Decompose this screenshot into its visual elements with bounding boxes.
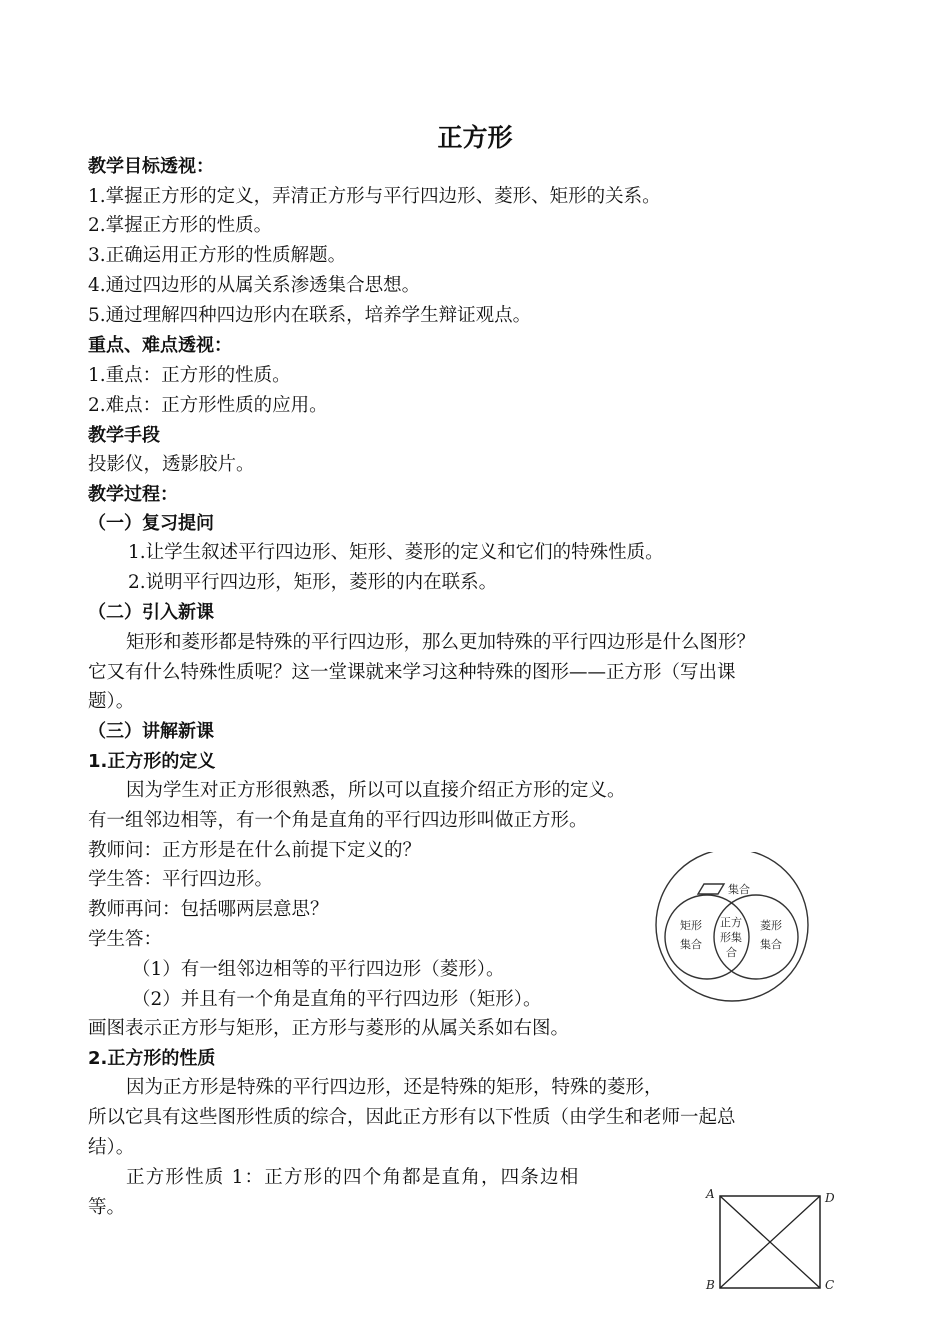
figure-note: 画图表示正方形与矩形，正方形与菱形的从属关系如右图。 [88, 1018, 570, 1039]
process-heading: 教学过程： [88, 484, 178, 505]
definition-heading: 1.正方形的定义 [88, 751, 216, 772]
objective-item: 5.通过理解四种四边形内在联系，培养学生辩证观点。 [88, 305, 532, 326]
rectangle-label: 矩形 [680, 919, 702, 932]
vertex-a-label: A [706, 1187, 715, 1201]
square-set-label: 形集 [720, 931, 742, 944]
intro-line: 题）。 [88, 691, 135, 712]
vertex-d-label: D [825, 1191, 835, 1205]
parallelogram-icon [698, 884, 724, 894]
dialogue-line: 教师问：正方形是在什么前提下定义的？ [88, 840, 422, 861]
objective-item: 3.正确运用正方形的性质解题。 [88, 245, 347, 266]
square-set-label: 正方 [720, 916, 742, 929]
square-abcd-figure [700, 1183, 850, 1299]
section2-heading: （二）引入新课 [88, 602, 214, 623]
key-point-item: 1.重点：正方形的性质。 [88, 365, 291, 386]
key-point-item: 2.难点：正方形性质的应用。 [88, 395, 328, 416]
section1-heading: （一）复习提问 [88, 513, 214, 534]
key-points-heading: 重点、难点透视： [88, 335, 232, 356]
vertex-b-label: B [706, 1278, 715, 1292]
vertex-c-label: C [825, 1278, 835, 1292]
objective-item: 4.通过四边形的从属关系渗透集合思想。 [88, 275, 421, 296]
dialogue-line: 教师再问：包括哪两层意思？ [88, 899, 329, 920]
review-question: 2.说明平行四边形，矩形，菱形的内在联系。 [128, 572, 498, 593]
dialogue-line: 学生答： [88, 929, 163, 950]
objective-item: 2.掌握正方形的性质。 [88, 215, 273, 236]
rhombus-label: 集合 [760, 938, 782, 951]
means-heading: 教学手段 [88, 425, 160, 446]
intro-line: 矩形和菱形都是特殊的平行四边形，那么更加特殊的平行四边形是什么图形？ [126, 632, 756, 653]
properties-line: 因为正方形是特殊的平行四边形，还是特殊的矩形，特殊的菱形， [126, 1077, 663, 1098]
answer-line: （2）并且有一个角是直角的平行四边形（矩形）。 [132, 989, 542, 1010]
venn-diagram [652, 852, 812, 1004]
properties-heading: 2.正方形的性质 [88, 1048, 216, 1069]
intro-line: 它又有什么特殊性质呢？这一堂课就来学习这种特殊的图形——正方形（写出课 [88, 662, 736, 683]
objectives-heading: 教学目标透视： [88, 156, 214, 177]
page-title: 正方形 [437, 123, 513, 152]
properties-line: 所以它具有这些图形性质的综合，因此正方形有以下性质（由学生和老师一起总 [88, 1107, 736, 1128]
square-set-label: 合 [726, 946, 737, 959]
property-1: 正方形性质 1：正方形的四个角都是直角，四条边相 [126, 1167, 580, 1188]
definition-line: 因为学生对正方形很熟悉，所以可以直接介绍正方形的定义。 [126, 780, 626, 801]
rectangle-label: 集合 [680, 938, 702, 951]
section3-heading: （三）讲解新课 [88, 721, 214, 742]
objective-item: 1.掌握正方形的定义，弄清正方形与平行四边形、菱形、矩形的关系。 [88, 186, 661, 207]
answer-line: （1）有一组邻边相等的平行四边形（菱形）。 [132, 959, 505, 980]
review-question: 1.让学生叙述平行四边形、矩形、菱形的定义和它们的特殊性质。 [128, 542, 664, 563]
dialogue-line: 学生答：平行四边形。 [88, 869, 274, 890]
outer-set-label: 集合 [728, 883, 750, 896]
means-text: 投影仪，透影胶片。 [88, 454, 255, 475]
rhombus-label: 菱形 [760, 919, 782, 932]
definition-line: 有一组邻边相等，有一个角是直角的平行四边形叫做正方形。 [88, 810, 588, 831]
properties-line: 结）。 [88, 1137, 135, 1158]
property-1-cont: 等。 [88, 1197, 126, 1218]
